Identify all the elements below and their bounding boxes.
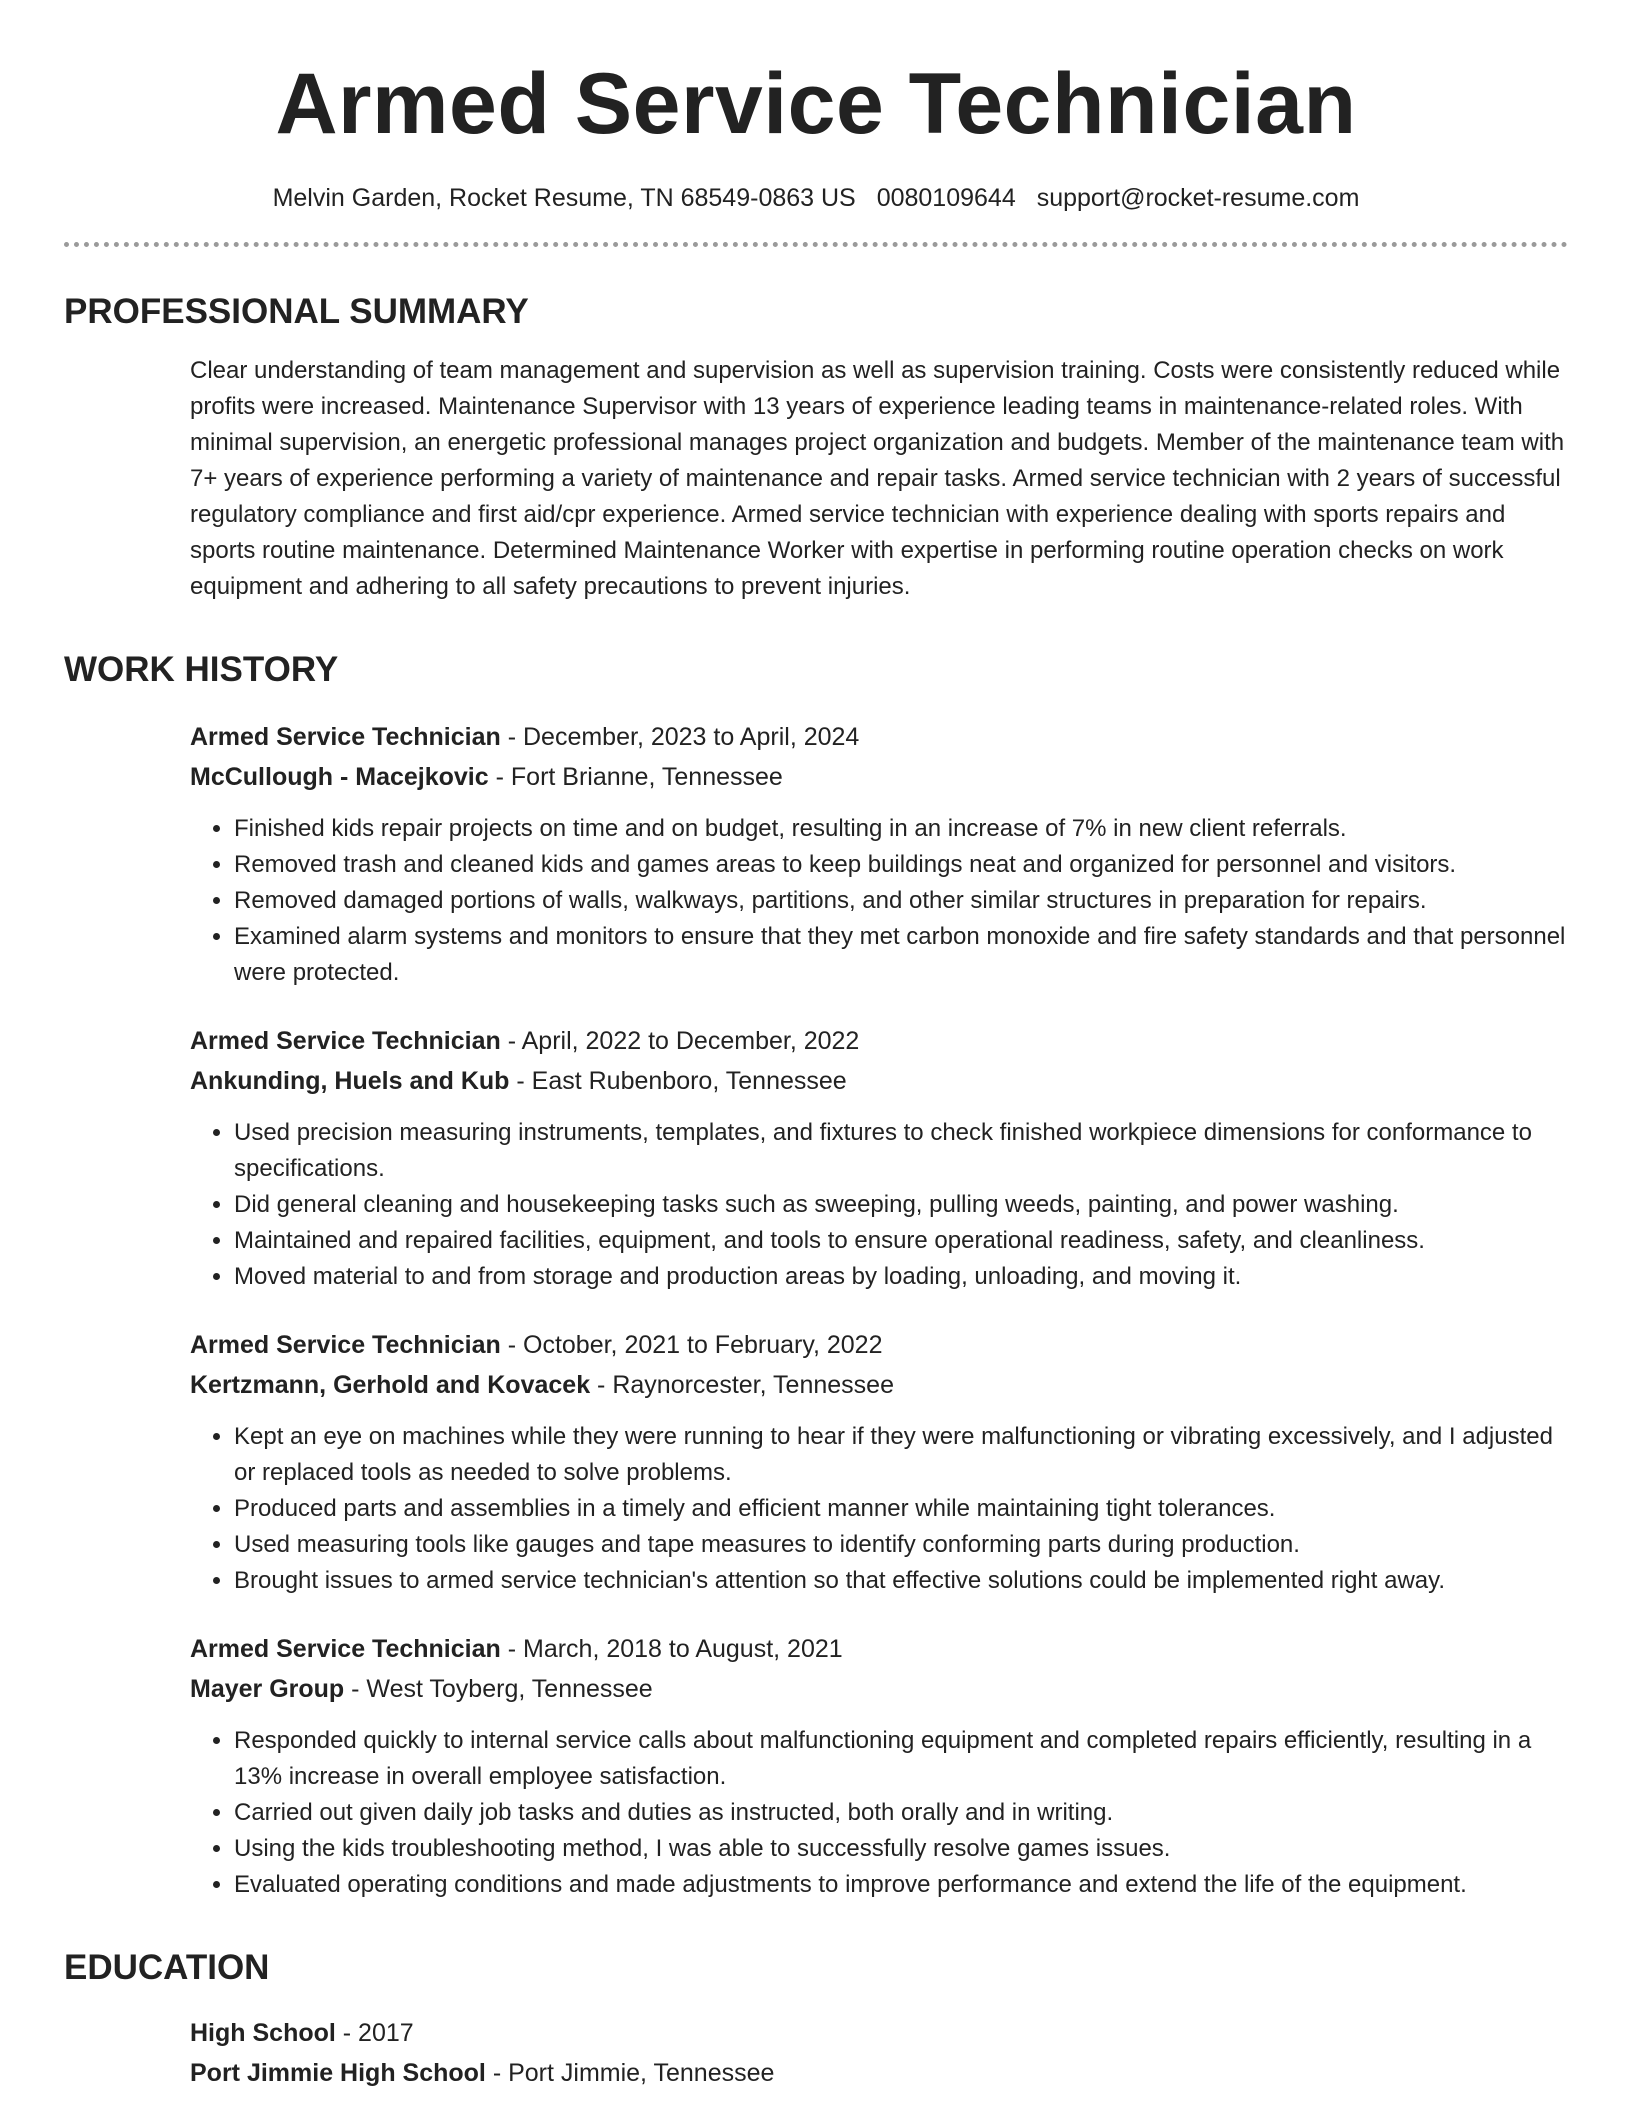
job-dates: - December, 2023 to April, 2024 — [500, 723, 860, 751]
contact-email: support@rocket-resume.com — [1036, 184, 1360, 212]
job-bullet: • Responded quickly to internal service calls about malfunctioning equipment and completed repairs efficiently, resulting in a 13% increase in overall employee satisfaction. — [234, 1723, 1568, 1795]
education-year: - 2017 — [335, 2019, 414, 2047]
education-location: - Port Jimmie, Tennessee — [485, 2059, 775, 2087]
education-body — [190, 2013, 1568, 2093]
job-role-line — [190, 1325, 1568, 1365]
job-bullet: • Maintained and repaired facilities, equipment, and tools to ensure operational readiness, safety, and cleanliness. — [234, 1223, 1568, 1259]
job-bullet: • Removed damaged portions of walls, walkways, partitions, and other similar structures in preparation for repairs. — [234, 883, 1568, 919]
job-bullet: • Kept an eye on machines while they were running to hear if they were malfunctioning or vibrating excessively, and I adjusted or replaced tools as needed to solve problems. — [234, 1419, 1568, 1491]
education-school-line — [190, 2053, 1568, 2093]
job-bullet: • Evaluated operating conditions and made adjustments to improve performance and extend the life of the equipment. — [234, 1867, 1568, 1903]
job-role: Armed Service Technician — [190, 723, 501, 751]
job-bullet: • Moved material to and from storage and production areas by loading, unloading, and moving it. — [234, 1259, 1568, 1295]
job-bullets — [190, 1723, 1568, 1903]
job-location: - East Rubenboro, Tennessee — [509, 1067, 847, 1095]
job-role: Armed Service Technician — [190, 1331, 501, 1359]
job-dates: - April, 2022 to December, 2022 — [500, 1027, 860, 1055]
job-company-line — [190, 1669, 1568, 1709]
education-school: Port Jimmie High School — [190, 2059, 486, 2087]
job-bullet: • Produced parts and assemblies in a timely and efficient manner while maintaining tight tolerances. — [234, 1491, 1568, 1527]
job-bullets — [190, 811, 1568, 991]
job-bullet: • Removed trash and cleaned kids and games areas to keep buildings neat and organized for personnel and visitors. — [234, 847, 1568, 883]
job-bullet: • Examined alarm systems and monitors to ensure that they met carbon monoxide and fire safety standards and that personnel were protected. — [234, 919, 1568, 991]
job-entry — [190, 1021, 1568, 1295]
job-role: Armed Service Technician — [190, 1635, 501, 1663]
job-bullet: • Brought issues to armed service technician's attention so that effective solutions could be implemented right away. — [234, 1563, 1568, 1599]
job-role-line — [190, 1021, 1568, 1061]
summary-title: PROFESSIONAL SUMMARY — [64, 292, 529, 331]
job-role: Armed Service Technician — [190, 1027, 501, 1055]
summary-body — [190, 353, 1568, 605]
job-company-line — [190, 1365, 1568, 1405]
job-entry — [190, 1325, 1568, 1599]
job-location: - Raynorcester, Tennessee — [590, 1371, 894, 1399]
job-company-line — [190, 1061, 1568, 1101]
education-degree-line — [190, 2013, 1568, 2053]
header-divider — [64, 242, 1568, 247]
job-bullets — [190, 1419, 1568, 1599]
job-dates: - October, 2021 to February, 2022 — [500, 1331, 883, 1359]
job-bullets — [190, 1115, 1568, 1295]
job-role-line — [190, 717, 1568, 757]
job-bullet: • Carried out given daily job tasks and duties as instructed, both orally and in writing. — [234, 1795, 1568, 1831]
job-bullet: • Used measuring tools like gauges and tape measures to identify conforming parts during production. — [234, 1527, 1568, 1563]
resume-name: Armed Service Technician — [275, 56, 1357, 152]
education-degree: High School — [190, 2019, 336, 2047]
job-company: McCullough - Macejkovic — [190, 763, 489, 791]
job-dates: - March, 2018 to August, 2021 — [500, 1635, 843, 1663]
job-bullet: • Using the kids troubleshooting method, I was able to successfully resolve games issues. — [234, 1831, 1568, 1867]
work-history-body — [190, 717, 1568, 1903]
job-company-line — [190, 757, 1568, 797]
contact-address: Melvin Garden, Rocket Resume, TN 68549-0863 US — [272, 184, 856, 212]
job-location: - Fort Brianne, Tennessee — [488, 763, 783, 791]
job-company: Ankunding, Huels and Kub — [190, 1067, 510, 1095]
work-history-section — [64, 649, 1568, 1903]
job-company: Kertzmann, Gerhold and Kovacek — [190, 1371, 591, 1399]
job-bullet: • Finished kids repair projects on time and on budget, resulting in an increase of 7% in new client referrals. — [234, 811, 1568, 847]
job-bullet: • Did general cleaning and housekeeping tasks such as sweeping, pulling weeds, painting, and power washing. — [234, 1187, 1568, 1223]
education-title: EDUCATION — [64, 1948, 270, 1987]
job-role-line — [190, 1629, 1568, 1669]
education-section — [64, 1947, 1568, 2093]
job-location: - West Toyberg, Tennessee — [344, 1675, 653, 1703]
job-entry — [190, 1629, 1568, 1903]
summary-section — [64, 291, 1568, 605]
job-company: Mayer Group — [190, 1675, 345, 1703]
job-bullet: • Used precision measuring instruments, templates, and fixtures to check finished workpiece dimensions for conformance to specifications. — [234, 1115, 1568, 1187]
contact-phone: 0080109644 — [876, 184, 1016, 212]
work-history-title: WORK HISTORY — [64, 650, 339, 689]
summary-text: Clear understanding of team management and supervision as well as supervision training. Costs were consistently reduced while profits were increased. Maintenance Supervisor with 13 years of experience leading teams in maintenance-related roles. With minimal supervision, an energetic professional manages project organization and budgets. Member of the maintenance team with 7+ years of experience performing a variety of maintenance and repair tasks. Armed service technician with 2 years of successful regulatory compliance and first aid/cpr experience. Armed service technician with experience dealing with sports repairs and sports routine maintenance. Determined Maintenance Worker with expertise in performing routine operation checks on work equipment and adhering to all safety precautions to prevent injuries. — [190, 357, 1565, 600]
job-entry — [190, 717, 1568, 991]
contact-line — [64, 182, 1568, 214]
